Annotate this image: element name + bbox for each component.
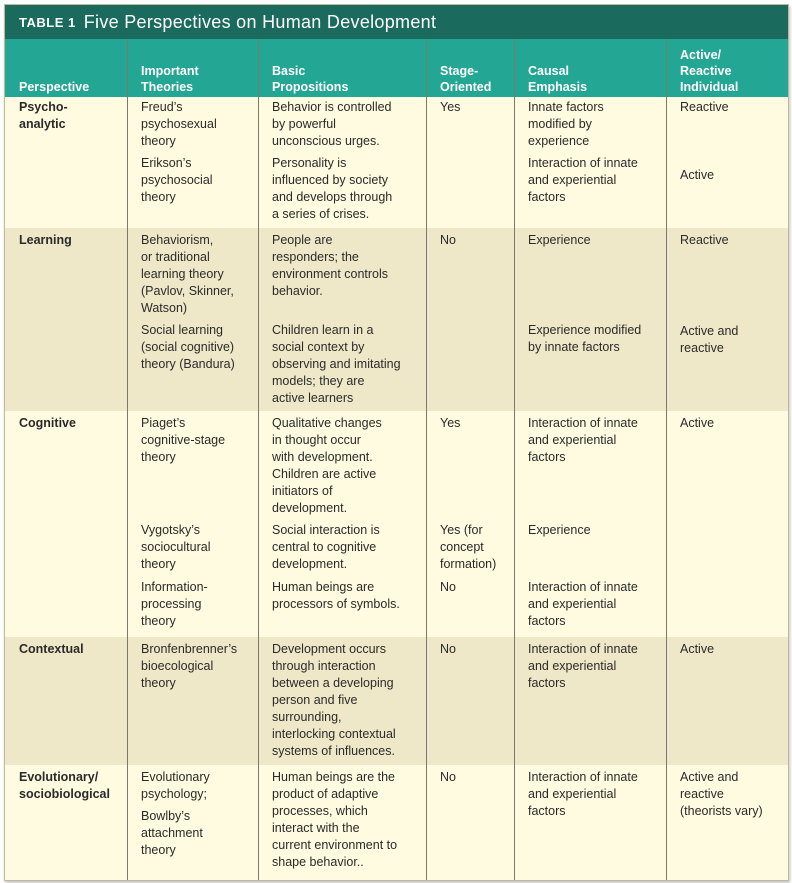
stage-cell: No [440,233,456,247]
table-label: TABLE 1 [19,14,76,30]
causal-cell: Interaction of innate and experiential factors [528,642,638,690]
causal-cell: Experience [528,523,591,537]
table-title-bar [5,5,788,39]
theory-cell: Social learning (social cognitive) theory (Bandura) [141,323,235,371]
header-active: Active/ Reactive Individual [680,48,739,94]
theory-cell: Bronfenbrenner’s bioecological theory [141,642,238,690]
active-cell: Active [680,168,715,182]
header-propositions: Basic Propositions [272,64,349,94]
perspective-cell: Contextual [19,642,84,656]
perspective-cell: Psycho- analytic [19,100,68,131]
proposition-cell: Human beings are processors of symbols. [272,580,400,611]
perspective-cell: Learning [19,233,72,247]
table-title: Five Perspectives on Human Development [83,11,437,32]
proposition-cell: Personality is influenced by society and develops through a series of crises. [272,156,393,221]
stage-cell: Yes [440,100,461,114]
stage-cell: No [440,642,456,656]
perspective-cell: Cognitive [19,416,76,430]
header-stage: Stage- Oriented [440,64,492,94]
table-card [4,4,789,881]
active-cell: Active and reactive [680,324,739,355]
causal-cell: Interaction of innate and experiential factors [528,770,638,818]
stage-cell: Yes [440,416,461,430]
active-cell: Reactive [680,100,729,114]
column-divider [514,39,515,880]
theory-cell: Information- processing theory [141,580,208,628]
theory-cell: Erikson’s psychosocial theory [141,156,213,204]
causal-cell: Experience modified by innate factors [528,323,642,354]
stage-cell: No [440,580,456,594]
theory-cell: Behaviorism, or traditional learning theory (Pavlov, Skinner, Watson) [141,233,234,315]
header-causal: Causal Emphasis [528,64,588,94]
column-divider [426,39,427,880]
theory-cell: Vygotsky’s sociocultural theory [141,523,211,571]
proposition-cell: Development occurs through interaction between a developing person and five surrounding, interlocking contextual systems of influences. [272,642,396,758]
active-cell: Reactive [680,233,729,247]
theory-cell: Evolutionary psychology; [141,770,210,801]
causal-cell: Innate factors modified by experience [528,100,604,148]
causal-cell: Experience [528,233,591,247]
table-row [5,637,788,765]
causal-cell: Interaction of innate and experiential factors [528,156,638,204]
proposition-cell: Qualitative changes in thought occur with development. Children are active initiators of development. [272,416,382,515]
proposition-cell: Behavior is controlled by powerful unconscious urges. [272,100,392,148]
table-header-row [5,39,788,97]
causal-cell: Interaction of innate and experiential factors [528,416,638,464]
proposition-cell: People are responders; the environment controls behavior. [272,233,389,298]
column-divider [258,39,259,880]
table-row [5,97,788,228]
theory-cell: Piaget’s cognitive-stage theory [141,416,226,464]
proposition-cell: Human beings are the product of adaptive processes, which interact with the current environment to shape behavior.. [272,770,398,869]
perspective-cell: Evolutionary/ sociobiological [19,770,110,801]
proposition-cell: Social interaction is central to cognitive development. [272,523,380,571]
active-cell: Active [680,642,715,656]
active-cell: Active and reactive (theorists vary) [680,770,763,818]
column-divider [666,39,667,880]
causal-cell: Interaction of innate and experiential factors [528,580,638,628]
theory-cell: Bowlby’s attachment theory [141,809,203,857]
theory-cell: Freud’s psychosexual theory [141,100,217,148]
active-cell: Active [680,416,715,430]
proposition-cell: Children learn in a social context by observing and imitating models; they are active learners [272,323,401,405]
header-perspective: Perspective [19,80,90,94]
stage-cell: Yes (for concept formation) [440,523,497,571]
column-divider [127,39,128,880]
header-theories: Important Theories [141,64,199,94]
stage-cell: No [440,770,456,784]
